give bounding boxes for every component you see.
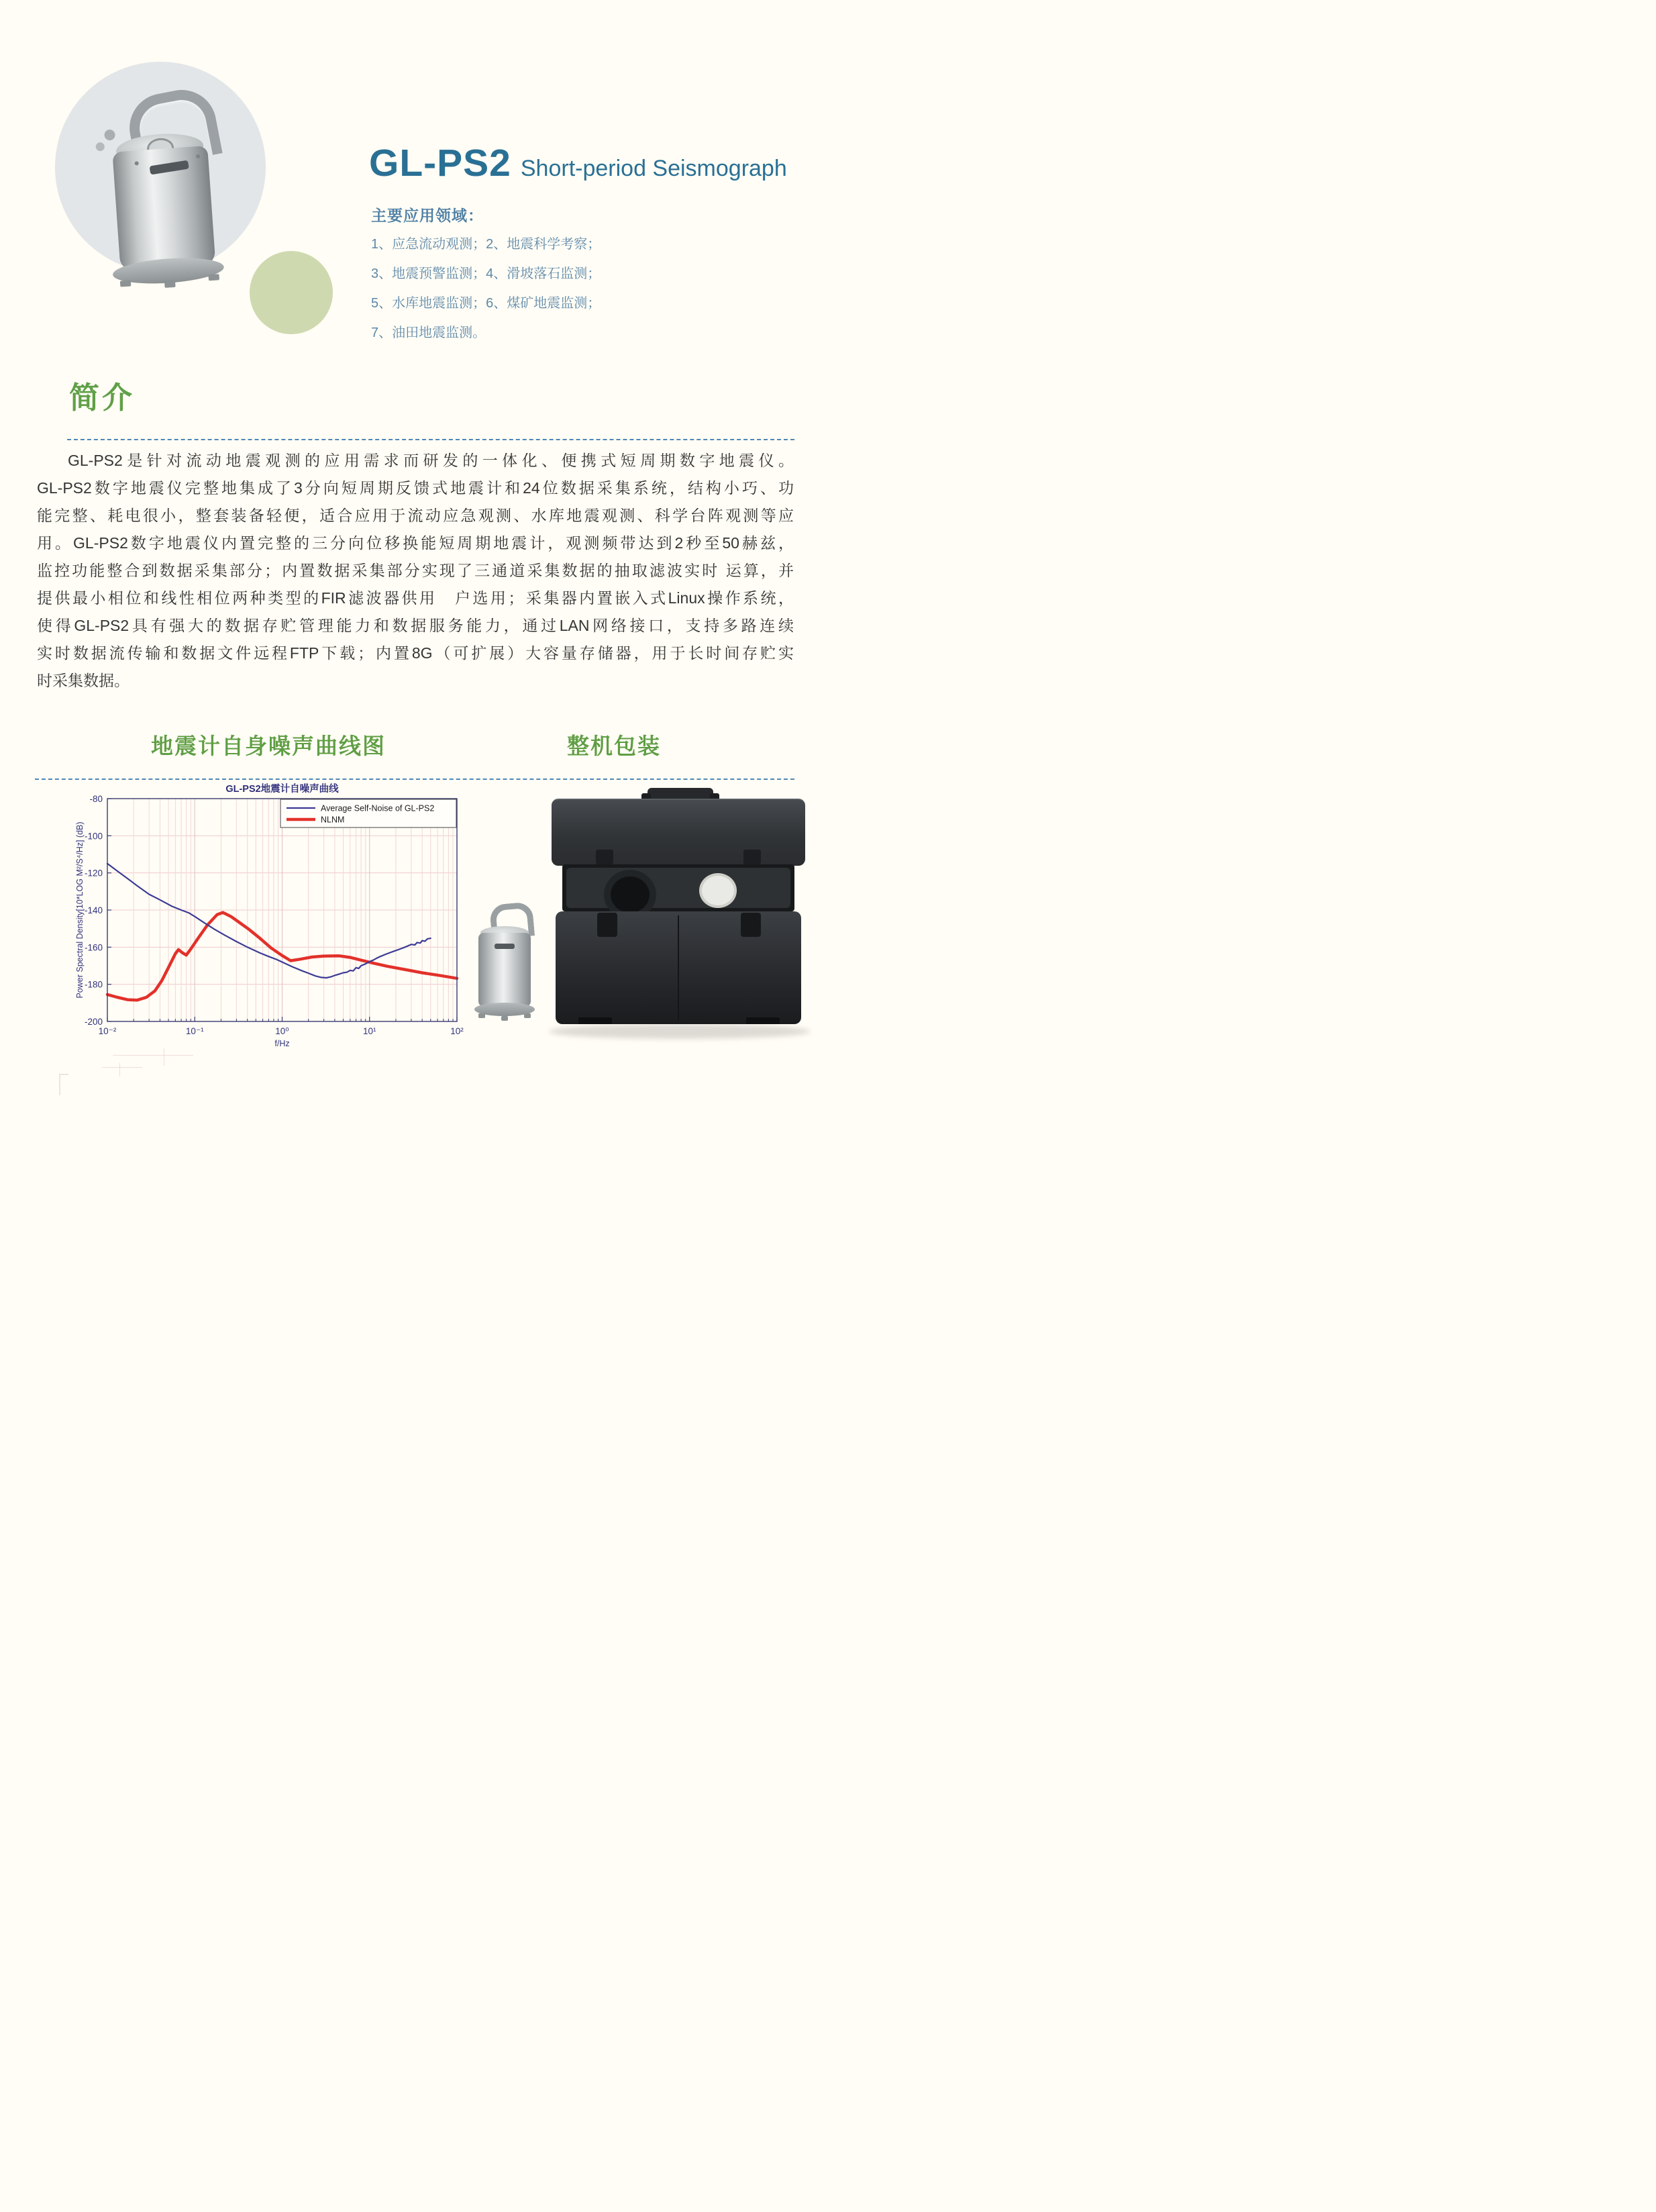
front-latch <box>597 913 617 937</box>
connector-knob <box>95 142 105 152</box>
transport-case <box>544 788 813 1038</box>
paragraph-line: 用。GL-PS2数字地震仪内置完整的三分向位移换能短周期地震计，观测频带达到2秒至50赫兹， <box>37 534 794 552</box>
case-seam <box>678 915 679 1020</box>
green-circle-accent <box>250 251 333 334</box>
x-tick-label: 10⁰ <box>275 1026 289 1036</box>
case-shadow <box>549 1024 811 1039</box>
y-tick-label: -180 <box>84 979 103 990</box>
leveling-foot <box>208 274 219 281</box>
case-opening <box>562 864 794 911</box>
paragraph-line: 时采集数据。 <box>37 672 130 689</box>
case-latch <box>743 850 761 864</box>
product-subtitle: Short-period Seismograph <box>520 156 787 181</box>
application-item: 7、油田地震监测。 <box>371 325 486 340</box>
applications-list <box>371 230 787 348</box>
x-tick-label: 10² <box>450 1026 464 1036</box>
leveling-foot <box>524 1013 531 1018</box>
application-item: 5、水库地震监测；6、煤矿地震监测； <box>371 296 601 311</box>
case-foot <box>746 1017 780 1024</box>
y-tick-label: -140 <box>84 905 103 915</box>
print-mark <box>113 1055 193 1056</box>
seismometer-photo <box>48 54 274 297</box>
leveling-foot <box>120 280 132 287</box>
packaging-heading: 整机包装 <box>567 734 661 758</box>
self-noise-chart-svg <box>74 781 476 1050</box>
intro-paragraph <box>37 447 794 695</box>
self-noise-chart <box>74 781 476 1050</box>
paragraph-line: 监控功能整合到数据采集部分；内置数据采集部分实现了三通道采集数据的抽取滤波实时 运算，并 <box>37 562 794 579</box>
seismometer-slot <box>495 944 515 949</box>
y-tick-label: -120 <box>84 868 103 878</box>
intro-heading: 简介 <box>69 381 136 415</box>
chart-title: GL-PS2地震计自噪声曲线 <box>225 784 339 795</box>
applications-heading: 主要应用领域： <box>371 207 484 224</box>
x-tick-label: 10¹ <box>362 1026 376 1036</box>
paragraph-line: 能完整、耗电很小，整套装备轻便，适合应用于流动应急观测、水库地震观测、科学台阵观测等应 <box>37 507 794 524</box>
case-latch <box>596 850 613 864</box>
y-tick-label: -160 <box>84 942 103 953</box>
legend-label: Average Self-Noise of GL-PS2 <box>321 803 435 813</box>
x-tick-label: 10⁻¹ <box>185 1026 204 1036</box>
leveling-foot <box>501 1016 508 1021</box>
case-foot <box>578 1017 612 1024</box>
paragraph-line: 实时数据流传输和数据文件远程FTP下载；内置8G（可扩展）大容量存储器，用于长时间存贮实 <box>37 644 794 662</box>
dashed-divider <box>35 778 794 780</box>
legend-label: NLNM <box>321 815 345 825</box>
packaging-photo <box>466 784 821 1046</box>
x-axis-label: f/Hz <box>274 1039 290 1048</box>
x-tick-label: 10⁻² <box>98 1026 117 1036</box>
noise-curve-heading: 地震计自身噪声曲线图 <box>151 734 386 758</box>
product-title: GL-PS2 <box>369 142 511 185</box>
y-tick-label: -200 <box>84 1017 103 1027</box>
dashed-divider <box>67 439 794 440</box>
connector-knob <box>104 130 115 141</box>
foam-insert <box>566 868 790 908</box>
paragraph-line: GL-PS2数字地震仪完整地集成了3分向短周期反馈式地震计和24位数据采集系统，结构小巧、功 <box>37 479 794 497</box>
foam-disc <box>699 873 737 908</box>
product-title-row <box>369 141 812 185</box>
y-tick-label: -80 <box>89 794 103 804</box>
self-noise-curve <box>107 864 431 978</box>
leveling-foot <box>478 1013 485 1018</box>
application-item: 3、地震预警监测；4、滑坡落石监测； <box>371 266 601 281</box>
case-lid <box>552 799 805 866</box>
y-tick-label: -100 <box>84 831 103 842</box>
paragraph-line: GL-PS2是针对流动地震观测的应用需求而研发的一体化、便携式短周期数字地震仪。 <box>68 452 794 469</box>
application-item: 1、应急流动观测；2、地震科学考察； <box>371 237 601 252</box>
paragraph-line: 提供最小相位和线性相位两种类型的FIR滤波器供用 户选用；采集器内置嵌入式Linux操作系统， <box>37 589 794 607</box>
print-corner-mark <box>59 1074 68 1095</box>
case-front <box>556 911 801 1024</box>
leveling-foot <box>164 281 176 288</box>
print-mark <box>119 1063 120 1076</box>
seismometer-small-photo <box>474 902 539 1039</box>
front-latch <box>741 913 761 937</box>
paragraph-line: 使得GL-PS2具有强大的数据存贮管理能力和数据服务能力，通过LAN网络接口，支持多路连续 <box>37 617 794 634</box>
y-axis-label: Power Spectral Density[10*LOG M²/S⁴/Hz] (dB) <box>75 821 85 999</box>
print-mark <box>102 1067 142 1068</box>
